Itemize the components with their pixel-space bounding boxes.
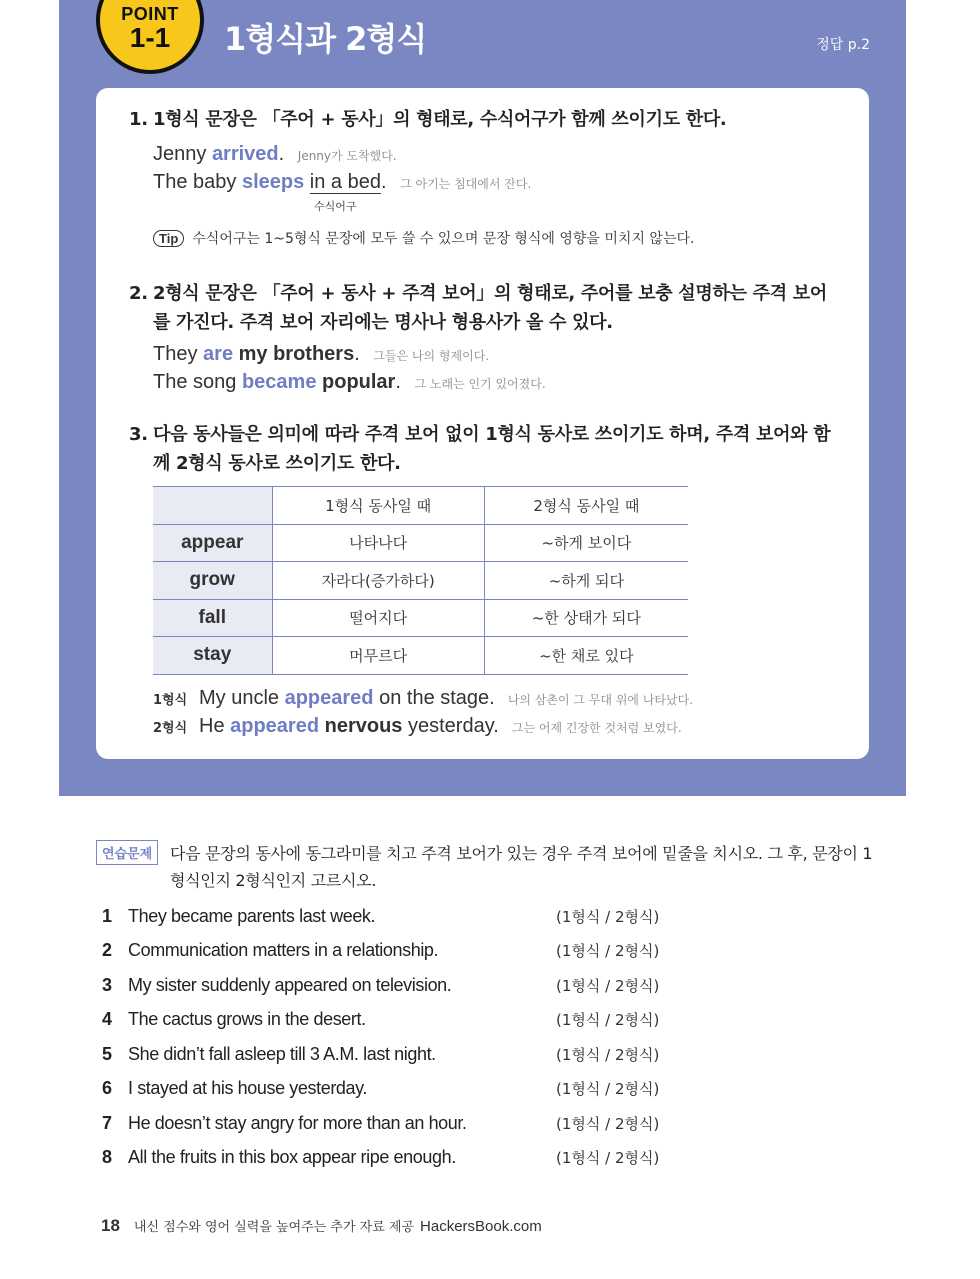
table-cell-verb: appear [153,524,272,562]
translation: 나의 삼촌이 그 무대 위에 나타났다. [507,693,694,707]
list-item [102,1078,662,1102]
table-row [153,524,688,562]
list-item [102,1044,662,1068]
page-footer [101,1216,542,1236]
table-row [153,637,688,675]
example-sentence [153,170,531,196]
choice-options[interactable]: (1형식 / 2형식) [556,1115,660,1133]
page-number: 18 [101,1216,120,1235]
verb-highlight: arrived [211,143,279,165]
question-number: 6 [102,1078,113,1098]
table-cell: 자라다(증가하다) [272,562,484,600]
question-number: 4 [102,1009,113,1029]
example-sentence [153,142,397,168]
question-text[interactable]: My sister suddenly appeared on television. [128,975,452,995]
list-item [102,1113,662,1137]
sentence-part: . [380,171,387,193]
rule-number: 2. [129,283,148,304]
table-row [153,599,688,637]
question-number: 8 [102,1147,113,1167]
question-number: 3 [102,975,113,995]
verb-highlight: appeared [230,715,320,737]
sentence-part: Jenny [153,143,212,165]
sentence-part [304,171,310,193]
rule-text: 다음 동사들은 의미에 따라 주격 보어 없이 1형식 동사로 쓰이기도 하며, 주격 보어와 함께 2형식 동사로 쓰이기도 한다. [153,424,831,474]
form-example [153,687,693,710]
table-cell: 나타나다 [272,524,484,562]
choice-options[interactable]: (1형식 / 2형식) [556,942,660,960]
question-text[interactable]: He doesn’t stay angry for more than an hour. [128,1113,467,1133]
answer-reference: 정답 p.2 [816,37,870,53]
sentence-part: yesterday. [402,715,499,737]
question-number: 1 [102,906,113,926]
example-sentence [153,370,546,396]
translation: 그 노래는 인기 있어졌다. [414,377,546,391]
table-header: 1형식 동사일 때 [272,487,484,525]
choice-options[interactable]: (1형식 / 2형식) [556,1149,660,1167]
form-label: 1형식 [153,693,188,708]
question-text[interactable]: Communication matters in a relationship. [128,940,439,960]
example-sentence [153,342,489,368]
verb-highlight: became [241,371,317,393]
question-text[interactable]: All the fruits in this box appear ripe enough. [128,1147,456,1167]
translation: 그 아기는 침대에서 잔다. [400,177,532,191]
choice-options[interactable]: (1형식 / 2형식) [556,977,660,995]
question-number: 7 [102,1113,113,1133]
translation: 그는 어제 긴장한 것처럼 보였다. [511,721,682,735]
page-title: 1형식과 2형식 [224,20,427,58]
list-item [102,1009,662,1033]
table-cell: 떨어지다 [272,599,484,637]
rule-text: 1형식 문장은 「주어 + 동사」의 형태로, 수식어구가 함께 쓰이기도 한다. [153,109,727,130]
sentence-part: My uncle [199,687,285,709]
complement: popular [316,371,396,393]
table-cell: ~하게 되다 [484,562,688,600]
translation: 그들은 나의 형제이다. [373,349,490,363]
footer-text: 내신 점수와 영어 실력을 높여주는 추가 자료 제공 [133,1220,415,1235]
question-text[interactable]: They became parents last week. [128,906,376,926]
practice-tag: 연습문제 [96,840,158,865]
sentence-part: The song [153,371,242,393]
tip-box [153,228,694,248]
tip-text: 수식어구는 1~5형식 문장에 모두 쓸 수 있으며 문장 형식에 영향을 미치지 않는다. [192,231,695,247]
sentence-part: on the stage. [373,687,495,709]
list-item [102,975,662,999]
table-cell-verb: grow [153,562,272,600]
verb-table [153,486,688,675]
verb-highlight: are [203,343,234,365]
sentence-part: The baby [153,171,242,193]
sentence-part: They [153,343,204,365]
practice-instruction: 다음 문장의 동사에 동그라미를 치고 주격 보어가 있는 경우 주격 보어에 밑줄을 치시오. 그 후, 문장이 1형식인지 2형식인지 고르시오. [170,844,873,890]
table-cell-verb: stay [153,637,272,675]
sentence-part: . [278,143,285,165]
table-header: 2형식 동사일 때 [484,487,688,525]
verb-highlight: appeared [284,687,374,709]
table-header-row [153,487,688,525]
question-text[interactable]: I stayed at his house yesterday. [128,1078,368,1098]
list-item [102,906,662,930]
question-number: 2 [102,940,113,960]
badge-label: POINT [121,4,179,24]
form-example [153,715,682,738]
table-cell: ~한 채로 있다 [484,637,688,675]
complement: my brothers [233,343,355,365]
table-header [153,487,272,525]
rule-number: 3. [129,424,148,445]
translation: Jenny가 도착했다. [297,149,397,163]
choice-options[interactable]: (1형식 / 2형식) [556,1080,660,1098]
choice-options[interactable]: (1형식 / 2형식) [556,908,660,926]
table-cell-verb: fall [153,599,272,637]
choice-options[interactable]: (1형식 / 2형식) [556,1046,660,1064]
choice-options[interactable]: (1형식 / 2형식) [556,1011,660,1029]
question-number: 5 [102,1044,113,1064]
verb-highlight: sleeps [241,171,305,193]
list-item [102,1147,662,1171]
form-label: 2형식 [153,721,188,736]
rule-text: 2형식 문장은 「주어 + 동사 + 주격 보어」의 형태로, 주어를 보충 설명하는 주격 보어를 가진다. 주격 보어 자리에는 명사나 형용사가 올 수 있다. [153,283,827,333]
table-cell: ~한 상태가 되다 [484,599,688,637]
rule-number: 1. [129,109,148,130]
footer-site: HackersBook.com [420,1218,542,1235]
table-cell: 머무르다 [272,637,484,675]
modifier-phrase: in a bed [309,171,381,193]
tip-tag: Tip [153,230,184,247]
sentence-part: . [395,371,401,393]
table-row [153,562,688,600]
table-cell: ~하게 보이다 [484,524,688,562]
sentence-part: . [354,343,360,365]
complement: nervous [319,715,403,737]
question-text[interactable]: She didn’t fall asleep till 3 A.M. last night. [128,1044,436,1064]
question-text[interactable]: The cactus grows in the desert. [128,1009,366,1029]
modifier-label: 수식어구 [314,200,357,213]
badge-number: 1-1 [129,22,171,53]
list-item [102,940,662,964]
sentence-part: He [199,715,231,737]
